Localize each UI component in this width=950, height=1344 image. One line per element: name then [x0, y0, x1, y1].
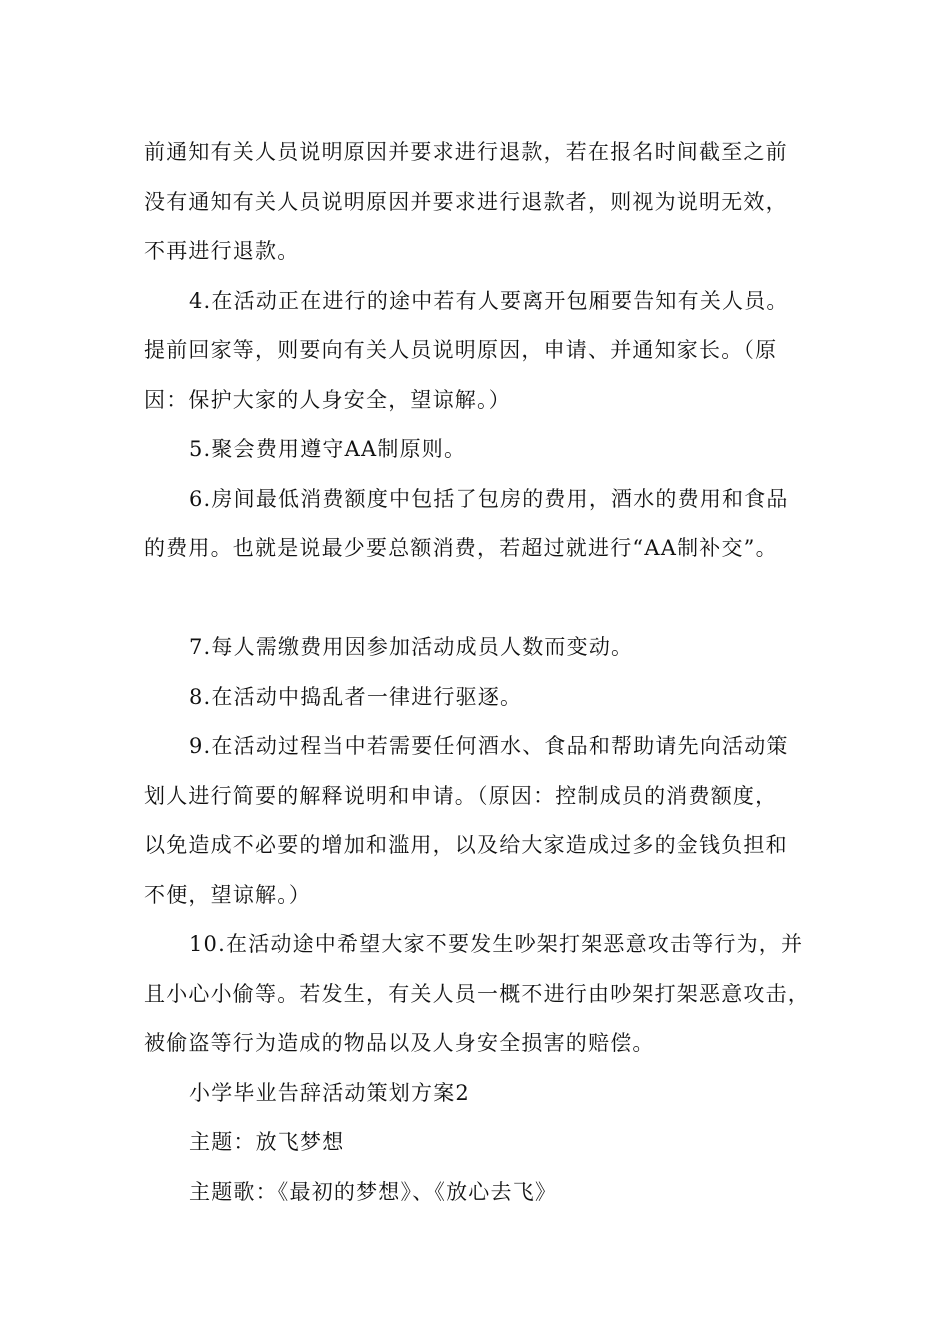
text-line: 6.房间最低消费额度中包括了包房的费用，酒水的费用和食品	[189, 487, 789, 511]
text-line: 8.在活动中捣乱者一律进行驱逐。	[189, 685, 523, 709]
text-line: 的费用。也就是说最少要总额消费，若超过就进行“AA制补交”。	[144, 536, 778, 560]
text-line: 7.每人需缴费用因参加活动成员人数而变动。	[189, 635, 634, 659]
text-line: 被偷盗等行为造成的物品以及人身安全损害的赔偿。	[144, 1031, 655, 1055]
text-line: 主题：放飞梦想	[189, 1130, 345, 1154]
text-line: 4.在活动正在进行的途中若有人要离开包厢要告知有关人员。	[189, 289, 789, 313]
text-line: 以免造成不必要的增加和滥用，以及给大家造成过多的金钱负担和	[144, 833, 788, 857]
text-line: 提前回家等，则要向有关人员说明原因，申请、并通知家长。（原	[144, 338, 778, 362]
section-heading: 小学毕业告辞活动策划方案2	[189, 1081, 470, 1105]
text-line: 主题歌：《最初的梦想》、《放心去飞》	[189, 1180, 558, 1204]
text-line: 前通知有关人员说明原因并要求进行退款，若在报名时间截至之前	[144, 140, 788, 164]
text-line: 9.在活动过程当中若需要任何酒水、食品和帮助请先向活动策	[189, 734, 789, 758]
text-line: 5.聚会费用遵守AA制原则。	[189, 437, 467, 461]
text-line: 没有通知有关人员说明原因并要求进行退款者，则视为说明无效，	[144, 190, 788, 214]
text-line: 不再进行退款。	[144, 239, 300, 263]
text-line: 划人进行简要的解释说明和申请。（原因：控制成员的消费额度，	[144, 784, 778, 808]
text-line: 且小心小偷等。若发生，有关人员一概不进行由吵架打架恶意攻击，	[144, 982, 810, 1006]
text-line: 因：保护大家的人身安全，望谅解。）	[144, 388, 511, 412]
text-line: 10.在活动途中希望大家不要发生吵架打架恶意攻击等行为，并	[189, 932, 804, 956]
text-line: 不便，望谅解。）	[144, 883, 312, 907]
